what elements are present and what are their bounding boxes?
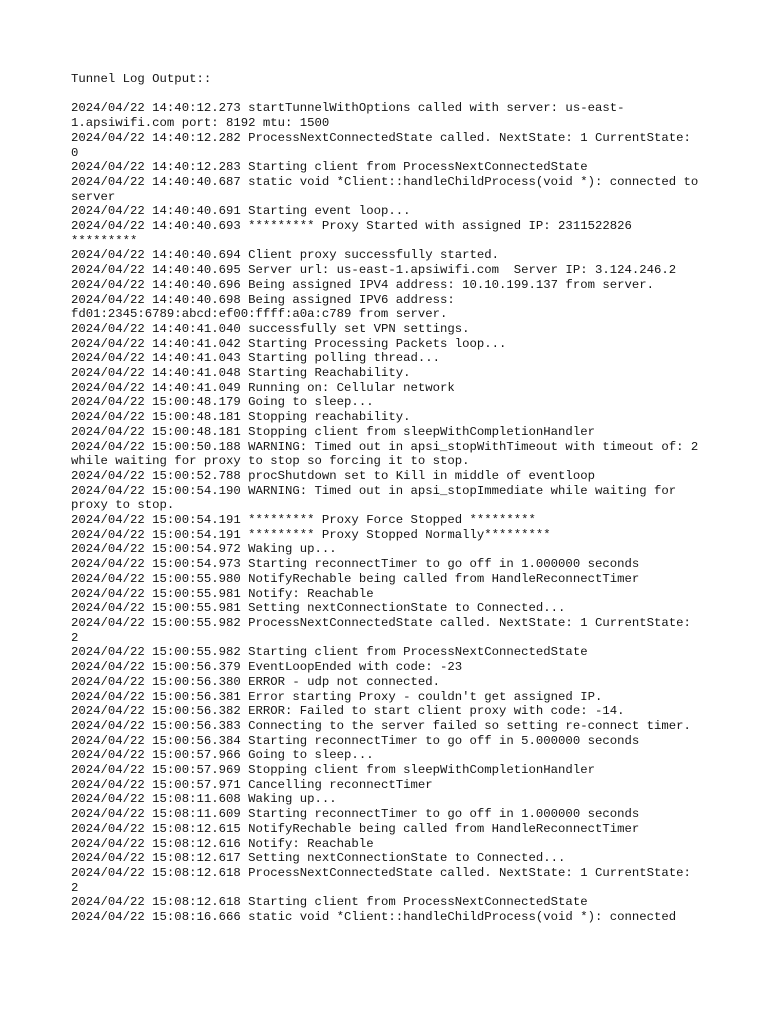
log-timestamp: 2024/04/22 15:00:54.191 [71, 513, 241, 528]
log-timestamp: 2024/04/22 14:40:40.687 [71, 174, 241, 189]
log-message: static void *Client::handleChildProcess(void *): connected [248, 910, 677, 925]
log-timestamp: 2024/04/22 14:40:40.698 [71, 292, 241, 307]
log-message: Waking up... [248, 792, 337, 807]
log-entry [71, 645, 701, 660]
log-timestamp: 2024/04/22 15:00:56.381 [71, 689, 241, 704]
log-entry [71, 410, 701, 425]
log-entry [71, 660, 701, 675]
log-entry [71, 763, 701, 778]
log-entry [71, 822, 701, 837]
log-message: ********* Proxy Stopped Normally********* [248, 527, 551, 542]
log-entry [71, 704, 701, 719]
log-timestamp: 2024/04/22 15:00:56.379 [71, 660, 241, 675]
log-timestamp: 2024/04/22 15:00:57.971 [71, 777, 241, 792]
log-timestamp: 2024/04/22 15:00:50.188 [71, 439, 241, 454]
log-entry [71, 587, 701, 602]
log-entry [71, 719, 701, 734]
log-entry [71, 675, 701, 690]
log-message: startTunnelWithOptions called with server: us-east-1.apsiwifi.com port: 8192 mtu: 1500 [71, 101, 625, 131]
log-entry [71, 469, 701, 484]
log-message: Notify: Reachable [248, 586, 374, 601]
log-entry [71, 395, 701, 410]
log-timestamp: 2024/04/22 14:40:12.283 [71, 160, 241, 175]
log-message: Stopping client from sleepWithCompletionHandler [248, 763, 595, 778]
log-timestamp: 2024/04/22 15:00:55.980 [71, 571, 241, 586]
log-message: ProcessNextConnectedState called. NextState: 1 CurrentState: 0 [71, 130, 699, 160]
log-message: Being assigned IPV6 address: fd01:2345:6789:abcd:ef00:ffff:a0a:c789 from server. [71, 292, 463, 322]
log-message: NotifyRechable being called from HandleReconnectTimer [248, 571, 640, 586]
log-timestamp: 2024/04/22 14:40:40.696 [71, 277, 241, 292]
log-timestamp: 2024/04/22 15:08:12.615 [71, 821, 241, 836]
log-message: ERROR: Failed to start client proxy with code: -14. [248, 704, 625, 719]
log-message: ERROR - udp not connected. [248, 674, 440, 689]
log-message: Setting nextConnectionState to Connected... [248, 851, 566, 866]
log-timestamp: 2024/04/22 14:40:41.049 [71, 380, 241, 395]
log-message: Starting reconnectTimer to go off in 5.000000 seconds [248, 733, 640, 748]
log-timestamp: 2024/04/22 15:00:56.382 [71, 704, 241, 719]
log-entry [71, 322, 701, 337]
log-entry [71, 792, 701, 807]
log-timestamp: 2024/04/22 15:00:55.981 [71, 601, 241, 616]
log-timestamp: 2024/04/22 15:00:54.973 [71, 557, 241, 572]
log-timestamp: 2024/04/22 15:00:56.384 [71, 733, 241, 748]
log-message: Cancelling reconnectTimer [248, 777, 433, 792]
log-timestamp: 2024/04/22 14:40:12.273 [71, 101, 241, 116]
log-entry [71, 293, 701, 322]
log-message: Starting Processing Packets loop... [248, 336, 507, 351]
log-timestamp: 2024/04/22 15:08:12.618 [71, 865, 241, 880]
log-entry [71, 734, 701, 749]
log-entry [71, 439, 706, 469]
log-entry [71, 337, 701, 352]
log-message: Going to sleep... [248, 395, 374, 410]
log-timestamp: 2024/04/22 15:08:12.616 [71, 836, 241, 851]
log-timestamp: 2024/04/22 15:00:48.181 [71, 424, 241, 439]
log-entry [71, 807, 701, 822]
log-entry [71, 351, 701, 366]
log-message: Client proxy successfully started. [248, 248, 500, 263]
log-message: ProcessNextConnectedState called. NextState: 1 CurrentState: 2 [71, 616, 699, 645]
log-message: Starting reconnectTimer to go off in 1.000000 seconds [248, 557, 640, 572]
log-message: Being assigned IPV4 address: 10.10.199.137 from server. [248, 277, 654, 292]
log-timestamp: 2024/04/22 15:00:57.969 [71, 763, 241, 778]
log-entry [71, 616, 701, 645]
log-timestamp: 2024/04/22 14:40:40.693 [71, 219, 241, 234]
log-entry [71, 425, 701, 440]
log-message: static void *Client::handleChildProcess(void *): connected to server [71, 174, 706, 204]
log-entry [71, 101, 701, 130]
log-timestamp: 2024/04/22 14:40:12.282 [71, 130, 241, 145]
log-timestamp: 2024/04/22 15:08:12.617 [71, 851, 241, 866]
log-message: NotifyRechable being called from HandleReconnectTimer [248, 821, 640, 836]
log-timestamp: 2024/04/22 15:00:55.982 [71, 645, 241, 660]
log-heading: Tunnel Log Output:: [71, 72, 212, 86]
log-message: Setting nextConnectionState to Connected... [248, 601, 566, 616]
log-message: Starting client from ProcessNextConnectedState [248, 160, 588, 175]
log-message: successfully set VPN settings. [248, 321, 470, 336]
log-timestamp: 2024/04/22 15:00:55.981 [71, 586, 241, 601]
log-entry [71, 131, 701, 160]
log-entry [71, 528, 701, 543]
log-entry [71, 910, 701, 925]
log-entry [71, 484, 701, 513]
log-entry [71, 160, 701, 175]
log-body [71, 101, 706, 925]
log-message: procShutdown set to Kill in middle of eventloop [248, 468, 595, 483]
log-message: Going to sleep... [248, 748, 374, 763]
log-timestamp: 2024/04/22 14:40:41.040 [71, 321, 241, 336]
log-entry [71, 837, 701, 852]
log-timestamp: 2024/04/22 14:40:41.043 [71, 351, 241, 366]
log-message: WARNING: Timed out in apsi_stopWithTimeout with timeout of: 2 while waiting for proxy to stop so forcing it to stop. [71, 439, 706, 469]
log-timestamp: 2024/04/22 14:40:40.691 [71, 204, 241, 219]
log-timestamp: 2024/04/22 15:00:54.191 [71, 527, 241, 542]
log-message: Starting Reachability. [248, 366, 411, 381]
log-timestamp: 2024/04/22 14:40:41.042 [71, 336, 241, 351]
log-message: ********* Proxy Force Stopped ********* [248, 513, 536, 528]
log-message: Starting reconnectTimer to go off in 1.000000 seconds [248, 807, 640, 822]
log-entry [71, 601, 701, 616]
log-message: Connecting to the server failed so setting re-connect timer. [248, 718, 691, 733]
log-message: Running on: Cellular network [248, 380, 455, 395]
log-timestamp: 2024/04/22 15:08:12.618 [71, 895, 241, 910]
log-entry [71, 557, 701, 572]
log-entry [71, 263, 701, 278]
log-entry [71, 690, 701, 705]
log-message: ProcessNextConnectedState called. NextState: 1 CurrentState: 2 [71, 865, 699, 895]
log-message: Notify: Reachable [248, 836, 374, 851]
log-message: ********* Proxy Started with assigned IP: 2311522826 ********* [71, 219, 640, 248]
log-message: Server url: us-east-1.apsiwifi.com Server IP: 3.124.246.2 [248, 263, 677, 278]
log-entry [71, 204, 701, 219]
log-timestamp: 2024/04/22 15:00:52.788 [71, 468, 241, 483]
log-timestamp: 2024/04/22 15:08:11.609 [71, 807, 241, 822]
log-timestamp: 2024/04/22 15:00:57.966 [71, 748, 241, 763]
log-document [71, 72, 706, 925]
log-entry [71, 219, 701, 248]
log-timestamp: 2024/04/22 15:00:56.380 [71, 674, 241, 689]
log-message: Starting event loop... [248, 204, 411, 219]
log-timestamp: 2024/04/22 14:40:41.048 [71, 366, 241, 381]
log-timestamp: 2024/04/22 15:08:11.608 [71, 792, 241, 807]
log-message: EventLoopEnded with code: -23 [248, 660, 463, 675]
log-timestamp: 2024/04/22 15:00:54.190 [71, 483, 241, 498]
log-entry [71, 278, 701, 293]
log-entry [71, 895, 701, 910]
log-entry [71, 248, 701, 263]
log-entry [71, 542, 701, 557]
log-timestamp: 2024/04/22 15:00:48.181 [71, 410, 241, 425]
log-timestamp: 2024/04/22 15:00:48.179 [71, 395, 241, 410]
log-message: Stopping client from sleepWithCompletionHandler [248, 424, 595, 439]
log-message: Error starting Proxy - couldn't get assigned IP. [248, 689, 603, 704]
log-timestamp: 2024/04/22 14:40:40.694 [71, 248, 241, 263]
log-timestamp: 2024/04/22 14:40:40.695 [71, 263, 241, 278]
log-message: Stopping reachability. [248, 410, 411, 425]
log-entry [71, 513, 701, 528]
log-message: Starting polling thread... [248, 351, 440, 366]
log-message: WARNING: Timed out in apsi_stopImmediate while waiting for proxy to stop. [71, 483, 684, 513]
log-timestamp: 2024/04/22 15:00:55.982 [71, 616, 241, 630]
log-timestamp: 2024/04/22 15:08:16.666 [71, 910, 241, 925]
log-message: Starting client from ProcessNextConnectedState [248, 645, 588, 660]
log-entry [71, 366, 701, 381]
log-timestamp: 2024/04/22 15:00:54.972 [71, 542, 241, 557]
log-entry [71, 778, 701, 793]
log-timestamp: 2024/04/22 15:00:56.383 [71, 718, 241, 733]
log-entry [71, 866, 701, 895]
log-message: Starting client from ProcessNextConnectedState [248, 895, 588, 910]
log-entry [71, 572, 701, 587]
log-entry [71, 748, 701, 763]
log-entry [71, 174, 706, 204]
log-entry [71, 851, 701, 866]
log-message: Waking up... [248, 542, 337, 557]
log-entry [71, 381, 701, 396]
